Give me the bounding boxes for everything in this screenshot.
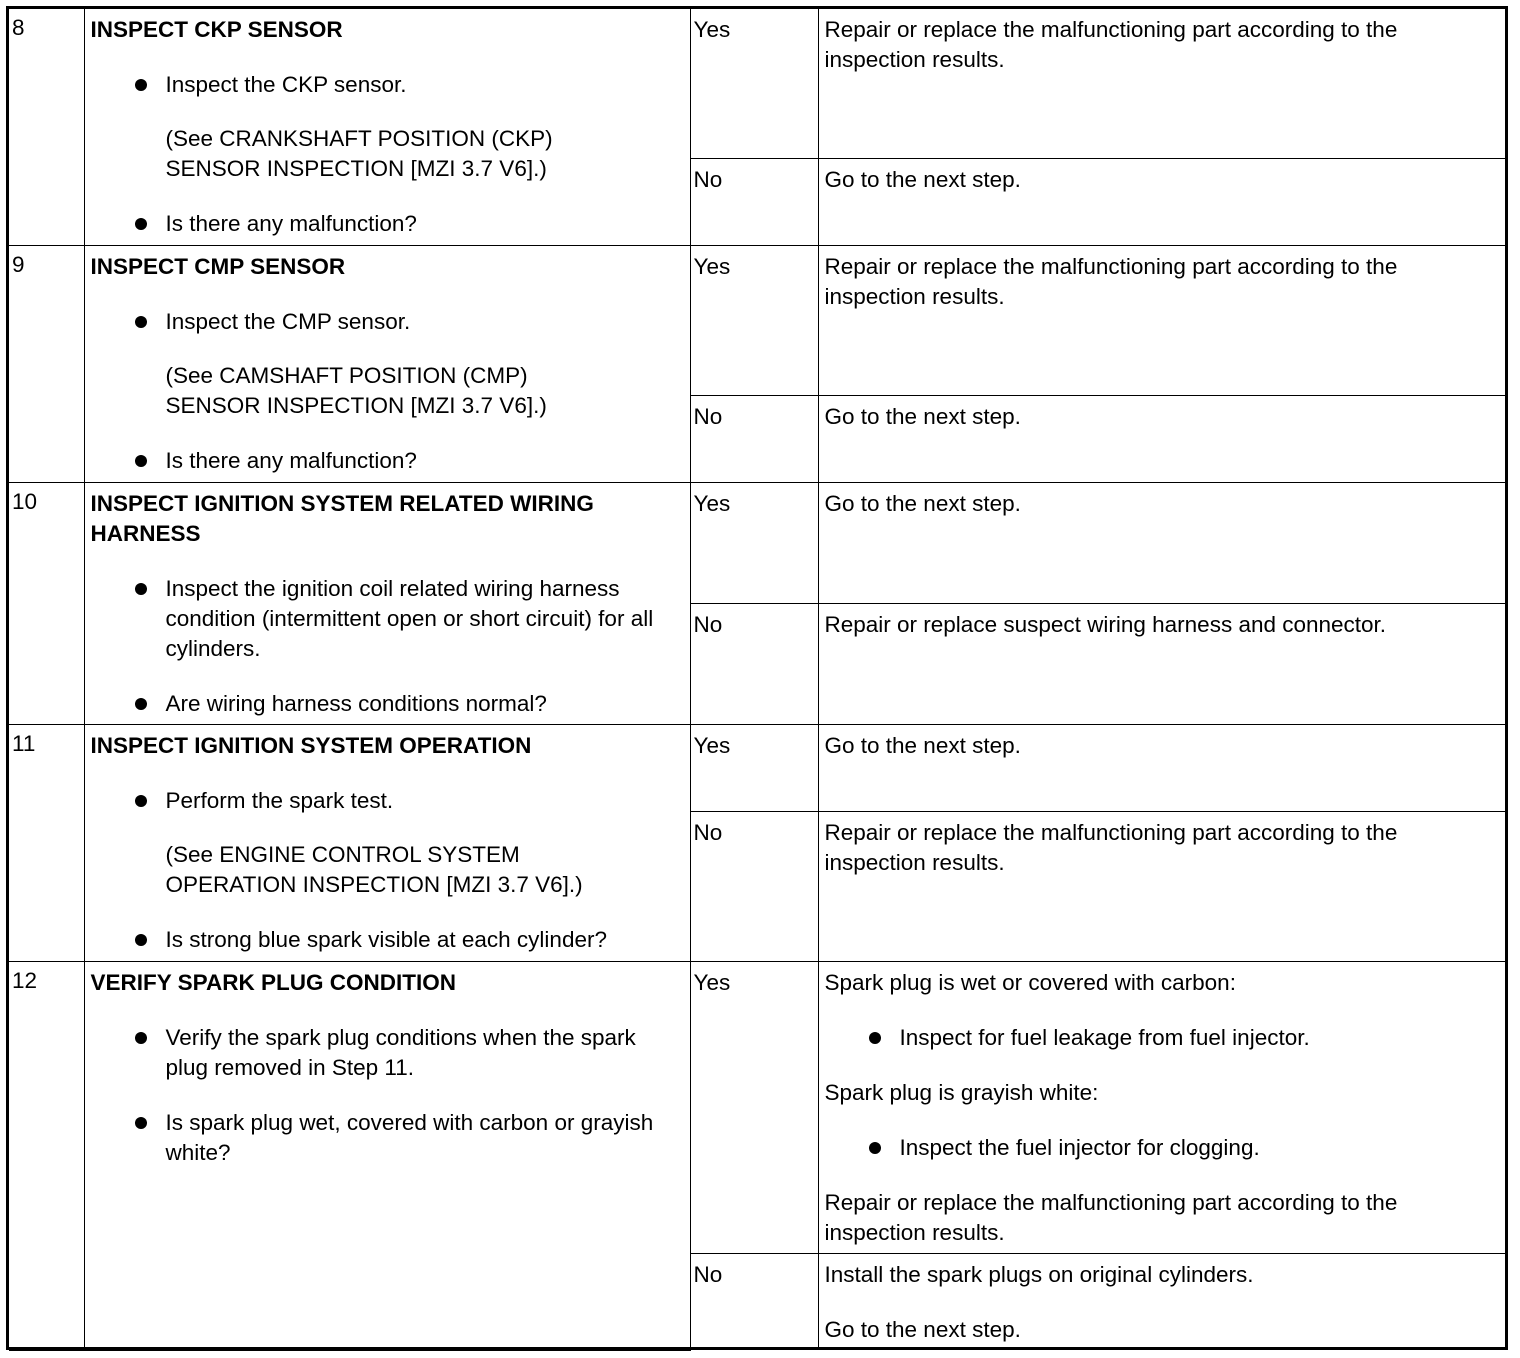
step-title: VERIFY SPARK PLUG CONDITION (90, 969, 456, 995)
bullet-item (91, 1023, 684, 1083)
step-row-9 (9, 245, 1505, 395)
bullet-text: Is there any malfunction? (165, 447, 417, 473)
step-number: 12 (9, 961, 84, 1350)
step-number: 9 (9, 245, 84, 482)
step-title: INSPECT CMP SENSOR (90, 253, 346, 279)
bullet-item (91, 446, 684, 476)
bullet-item (91, 307, 684, 421)
step-row-11 (9, 724, 1505, 811)
bullet-item: Inspect for fuel leakage from fuel injector. (825, 1023, 1500, 1053)
bullet-text: Inspect the ignition coil related wiring harness condition (intermittent open or short circuit) for all cylinders. (165, 575, 654, 661)
bullet-item: Inspect the fuel injector for clogging. (825, 1133, 1500, 1163)
no-action: Repair or replace suspect wiring harness and connector. (818, 603, 1505, 724)
step-description (84, 9, 690, 245)
bullet-text: Is spark plug wet, covered with carbon or grayish white? (165, 1109, 654, 1165)
step-title: INSPECT IGNITION SYSTEM OPERATION (90, 732, 532, 758)
yes-label: Yes (690, 482, 818, 603)
bullet-text: Inspect the CMP sensor. (165, 308, 411, 334)
step-title: INSPECT CKP SENSOR (90, 17, 343, 42)
bullet-text: Is there any malfunction? (165, 211, 417, 236)
step-row-8 (9, 9, 1505, 158)
yes-label: Yes (690, 245, 818, 395)
step-description (84, 961, 690, 1350)
no-action: Install the spark plugs on original cylinders. Go to the next step. (818, 1253, 1505, 1350)
bullet-text: Inspect the CKP sensor. (165, 72, 407, 97)
bullet-item (91, 1108, 684, 1168)
bullet-text: Verify the spark plug conditions when the spark plug removed in Step 11. (165, 1024, 636, 1080)
step-row-12 (9, 961, 1505, 1253)
yes-action: Repair or replace the malfunctioning part according to the inspection results. (818, 9, 1505, 158)
no-label: No (690, 811, 818, 961)
step-title: INSPECT IGNITION SYSTEM RELATED WIRING HARNESS (90, 490, 594, 546)
yes-action: Spark plug is wet or covered with carbon: Inspect for fuel leakage from fuel injector. Spark plug is grayish white: Inspect the fuel injector for clogging. Repair or replace the malfunctioning part according to the inspection results. (818, 961, 1505, 1253)
bullet-item (91, 925, 684, 955)
bullet-text: Are wiring harness conditions normal? (165, 690, 547, 716)
step-number: 11 (9, 724, 84, 961)
yes-action: Repair or replace the malfunctioning part according to the inspection results. (818, 245, 1505, 395)
step-description (84, 245, 690, 482)
yes-label: Yes (690, 9, 818, 158)
step-number: 8 (9, 9, 84, 245)
step-description (84, 724, 690, 961)
no-label: No (690, 395, 818, 482)
step-row-10 (9, 482, 1505, 603)
bullet-item (91, 689, 684, 719)
bullet-item (91, 209, 684, 239)
no-action: Go to the next step. (818, 395, 1505, 482)
no-action: Repair or replace the malfunctioning part according to the inspection results. (818, 811, 1505, 961)
step-number: 10 (9, 482, 84, 724)
no-action: Go to the next step. (818, 158, 1505, 245)
no-label: No (690, 603, 818, 724)
bullet-item (91, 786, 684, 900)
reference-text: (See CAMSHAFT POSITION (CMP) SENSOR INSPECTION [MZI 3.7 V6].) (165, 362, 547, 418)
yes-action: Go to the next step. (818, 724, 1505, 811)
bullet-text: Is strong blue spark visible at each cylinder? (165, 926, 607, 952)
yes-label: Yes (690, 724, 818, 811)
yes-action: Go to the next step. (818, 482, 1505, 603)
no-label: No (690, 158, 818, 245)
reference-text: (See CRANKSHAFT POSITION (CKP) SENSOR INSPECTION [MZI 3.7 V6].) (165, 126, 553, 181)
diagnostic-procedure-table (6, 6, 1508, 1350)
reference-text: (See ENGINE CONTROL SYSTEM OPERATION INSPECTION [MZI 3.7 V6].) (165, 841, 583, 897)
no-label: No (690, 1253, 818, 1350)
yes-label: Yes (690, 961, 818, 1253)
bullet-item (91, 70, 684, 184)
step-description (84, 482, 690, 724)
bullet-item (91, 574, 684, 664)
bullet-text: Perform the spark test. (165, 787, 394, 813)
